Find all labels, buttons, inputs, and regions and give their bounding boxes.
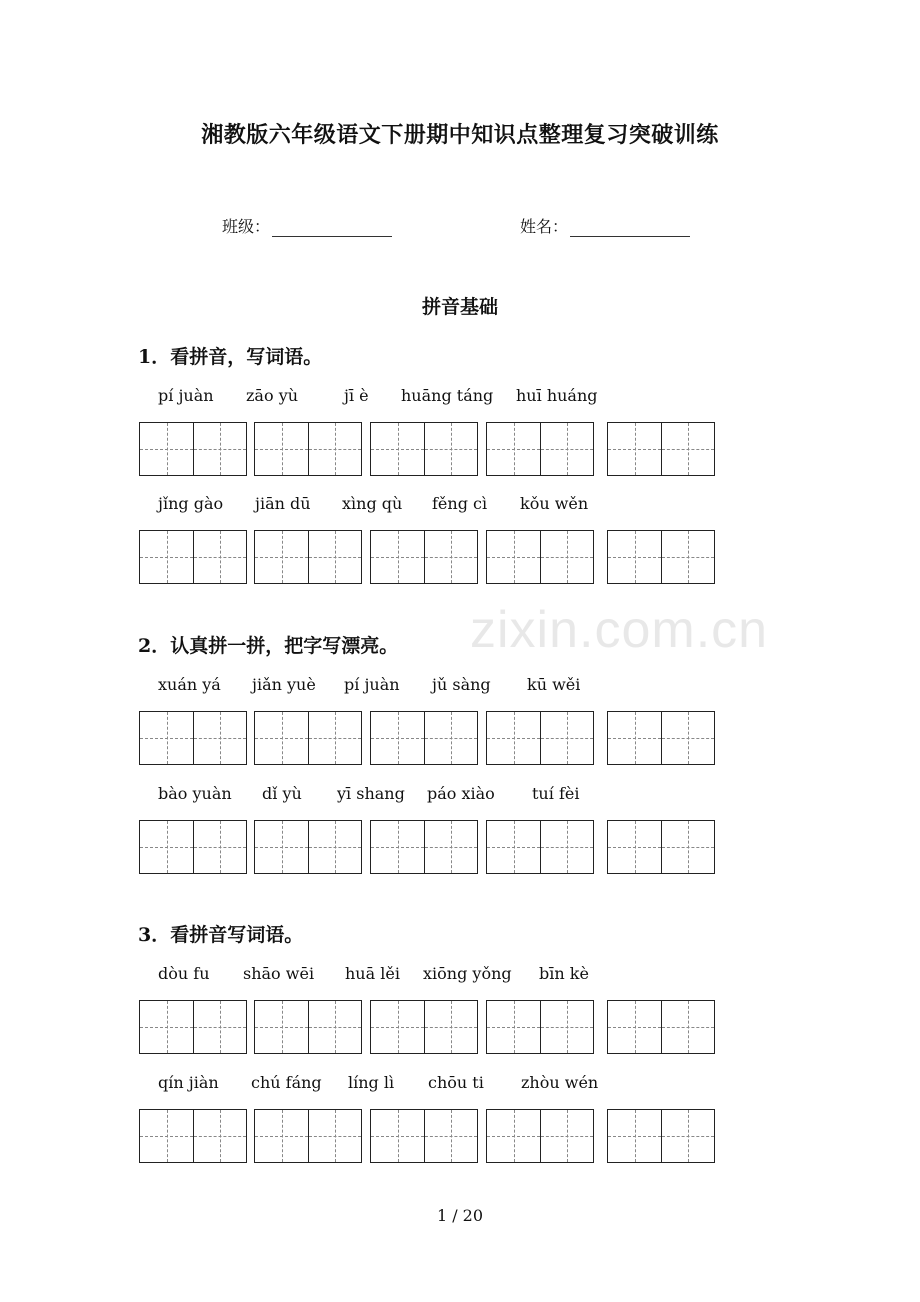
pinyin: shāo wēi xyxy=(243,964,315,983)
pinyin: páo xiào xyxy=(427,784,495,803)
pinyin: xìng qù xyxy=(342,494,403,513)
writing-box[interactable] xyxy=(254,1109,362,1163)
document-title: 湘教版六年级语文下册期中知识点整理复习突破训练 xyxy=(201,122,719,148)
writing-grid-row xyxy=(139,1000,715,1054)
writing-box[interactable] xyxy=(370,1000,478,1054)
pinyin: huī huáng xyxy=(516,386,598,405)
writing-box[interactable] xyxy=(139,711,247,765)
writing-box[interactable] xyxy=(486,530,594,584)
pinyin: jiān dū xyxy=(255,494,311,513)
pinyin: jī è xyxy=(344,386,369,405)
writing-box[interactable] xyxy=(139,530,247,584)
pinyin: zāo yù xyxy=(246,386,299,405)
pinyin-row xyxy=(138,675,718,697)
writing-box[interactable] xyxy=(607,711,715,765)
writing-box[interactable] xyxy=(370,711,478,765)
writing-grid-row xyxy=(139,711,715,765)
pinyin: jǐng gào xyxy=(158,494,224,513)
pinyin: dòu fu xyxy=(158,964,210,983)
writing-box[interactable] xyxy=(254,820,362,874)
question-2-title: 2．认真拼一拼，把字写漂亮。 xyxy=(138,635,399,657)
pinyin-row xyxy=(138,386,718,408)
writing-box[interactable] xyxy=(254,422,362,476)
pinyin: bīn kè xyxy=(539,964,589,983)
pinyin: qín jiàn xyxy=(158,1073,219,1092)
writing-box[interactable] xyxy=(607,1000,715,1054)
name-blank[interactable] xyxy=(570,218,690,237)
writing-box[interactable] xyxy=(254,711,362,765)
pinyin: yī shang xyxy=(337,784,405,803)
pinyin-row xyxy=(138,784,718,806)
pinyin: huā lěi xyxy=(345,964,400,983)
class-label: 班级： xyxy=(222,217,271,236)
pinyin-row xyxy=(138,964,718,986)
pinyin: fěng cì xyxy=(432,494,488,513)
pinyin: kǒu wěn xyxy=(520,494,589,513)
writing-box[interactable] xyxy=(139,820,247,874)
pinyin: dǐ yù xyxy=(262,784,302,803)
pinyin: xiōng yǒng xyxy=(423,964,512,983)
writing-grid-row xyxy=(139,820,715,874)
writing-box[interactable] xyxy=(486,422,594,476)
writing-box[interactable] xyxy=(254,1000,362,1054)
pinyin-row xyxy=(138,494,718,516)
pinyin: pí juàn xyxy=(158,386,214,405)
pinyin: huāng táng xyxy=(401,386,494,405)
watermark: zixin.com.cn xyxy=(470,601,769,659)
writing-grid-row xyxy=(139,1109,715,1163)
writing-box[interactable] xyxy=(139,1000,247,1054)
question-1-title: 1．看拼音，写词语。 xyxy=(138,346,323,368)
pinyin: bào yuàn xyxy=(158,784,232,803)
pinyin: chú fáng xyxy=(251,1073,322,1092)
writing-box[interactable] xyxy=(607,820,715,874)
page-number: 1 / 20 xyxy=(436,1206,484,1225)
writing-box[interactable] xyxy=(607,422,715,476)
pinyin: jǔ sàng xyxy=(432,675,491,694)
class-blank[interactable] xyxy=(272,218,392,237)
writing-box[interactable] xyxy=(370,820,478,874)
pinyin: líng lì xyxy=(348,1073,395,1092)
writing-box[interactable] xyxy=(370,422,478,476)
pinyin: chōu ti xyxy=(428,1073,484,1092)
class-field[interactable] xyxy=(222,214,392,237)
writing-grid-row xyxy=(139,530,715,584)
section-title: 拼音基础 xyxy=(421,296,498,318)
writing-box[interactable] xyxy=(254,530,362,584)
writing-box[interactable] xyxy=(486,1000,594,1054)
writing-box[interactable] xyxy=(486,820,594,874)
writing-box[interactable] xyxy=(486,1109,594,1163)
writing-box[interactable] xyxy=(139,1109,247,1163)
pinyin: xuán yá xyxy=(158,675,221,694)
writing-grid-row xyxy=(139,422,715,476)
name-field[interactable] xyxy=(520,214,690,237)
pinyin: pí juàn xyxy=(344,675,400,694)
writing-box[interactable] xyxy=(607,530,715,584)
pinyin-row xyxy=(138,1073,718,1095)
writing-box[interactable] xyxy=(370,530,478,584)
pinyin: kū wěi xyxy=(527,675,581,694)
question-3-title: 3．看拼音写词语。 xyxy=(138,924,304,946)
pinyin: jiǎn yuè xyxy=(252,675,316,694)
name-label: 姓名： xyxy=(520,217,569,236)
writing-box[interactable] xyxy=(370,1109,478,1163)
pinyin: tuí fèi xyxy=(532,784,580,803)
writing-box[interactable] xyxy=(607,1109,715,1163)
writing-box[interactable] xyxy=(486,711,594,765)
writing-box[interactable] xyxy=(139,422,247,476)
pinyin: zhòu wén xyxy=(521,1073,599,1092)
